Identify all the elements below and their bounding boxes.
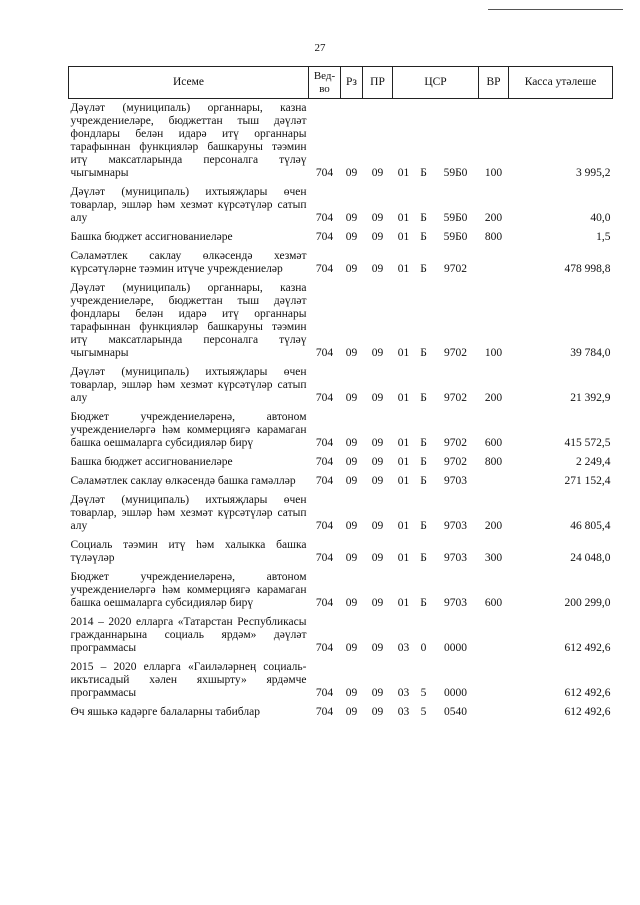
row-amount: 612 492,6 bbox=[564, 706, 611, 718]
table-body bbox=[69, 99, 613, 723]
table-row bbox=[69, 99, 613, 184]
row-csr-3: 9702 bbox=[444, 347, 467, 359]
row-vr: 600 bbox=[484, 437, 503, 449]
row-rz: 09 bbox=[345, 437, 358, 449]
row-rz: 09 bbox=[345, 706, 358, 718]
row-name: Бюджет учреждениеләренә, автоном учреждениеләргә һәм коммерциягә карамаган башка оешмаларга субсидияләр бирү bbox=[70, 411, 307, 449]
row-csr-1: 03 bbox=[397, 687, 410, 699]
row-csr-3: 0000 bbox=[444, 642, 467, 654]
row-rz: 09 bbox=[345, 263, 358, 275]
row-amount: 24 048,0 bbox=[570, 552, 611, 564]
header-ved: Вед-во bbox=[309, 67, 341, 99]
row-amount: 200 299,0 bbox=[564, 597, 611, 609]
row-ved: 704 bbox=[315, 687, 334, 699]
row-pr: 09 bbox=[371, 520, 384, 532]
row-ved: 704 bbox=[315, 456, 334, 468]
row-amount: 39 784,0 bbox=[570, 347, 611, 359]
row-amount: 1,5 bbox=[596, 231, 611, 243]
row-csr-1: 01 bbox=[397, 212, 410, 224]
row-amount: 271 152,4 bbox=[564, 475, 611, 487]
row-csr-3: 59Б0 bbox=[443, 212, 468, 224]
row-vr: 800 bbox=[484, 231, 503, 243]
row-csr-2: Б bbox=[420, 392, 427, 404]
row-name: Дәүләт (муниципаль) органнары, казна учреждениеләре, бюджеттан тыш дәүләт фондлары белән идарә итү органнары тарафыннан функцияләр башкаруны тәэмин итү максатларында персоналга түләү чыгымнары bbox=[70, 282, 307, 359]
row-name: Өч яшькә кадәрге балаларны табиблар bbox=[70, 706, 260, 718]
row-name: Бюджет учреждениеләренә, автоном учреждениеләргә һәм коммерциягә карамаган башка оешмаларга субсидияләр бирү bbox=[70, 571, 307, 609]
table-row bbox=[69, 363, 613, 408]
row-rz: 09 bbox=[345, 520, 358, 532]
row-pr: 09 bbox=[371, 597, 384, 609]
row-pr: 09 bbox=[371, 347, 384, 359]
row-pr: 09 bbox=[371, 475, 384, 487]
row-csr-3: 59Б0 bbox=[443, 231, 468, 243]
row-name: Башка бюджет ассигнованиеләре bbox=[70, 231, 233, 243]
row-vr bbox=[479, 658, 509, 703]
row-pr: 09 bbox=[371, 687, 384, 699]
table-row bbox=[69, 658, 613, 703]
row-csr-1: 03 bbox=[397, 642, 410, 654]
row-name: 2014 – 2020 елларга «Татарстан Республикасы гражданнарына социаль ярдәм» дәүләт программасы bbox=[70, 616, 307, 654]
row-csr-3: 0540 bbox=[444, 706, 467, 718]
row-csr-1: 03 bbox=[397, 706, 410, 718]
table-row bbox=[69, 613, 613, 658]
row-rz: 09 bbox=[345, 392, 358, 404]
row-pr: 09 bbox=[371, 392, 384, 404]
row-amount: 2 249,4 bbox=[576, 456, 611, 468]
row-pr: 09 bbox=[371, 552, 384, 564]
row-vr: 800 bbox=[484, 456, 503, 468]
row-ved: 704 bbox=[315, 231, 334, 243]
row-ved: 704 bbox=[315, 347, 334, 359]
row-pr: 09 bbox=[371, 212, 384, 224]
row-csr-2: Б bbox=[420, 347, 427, 359]
row-csr-3: 9703 bbox=[444, 475, 467, 487]
row-ved: 704 bbox=[315, 263, 334, 275]
row-csr-1: 01 bbox=[397, 392, 410, 404]
row-vr: 200 bbox=[484, 520, 503, 532]
row-vr bbox=[479, 703, 509, 722]
row-name: Дәүләт (муниципаль) органнары, казна учреждениеләре, бюджеттан тыш дәүләт фондлары белән идарә итү органнары тарафыннан функцияләр башкаруны тәэмин итү максатларында персоналга түләү чыгымнары bbox=[70, 102, 307, 179]
row-csr-1: 01 bbox=[397, 347, 410, 359]
row-rz: 09 bbox=[345, 212, 358, 224]
row-csr-2: Б bbox=[420, 456, 427, 468]
row-csr-3: 9703 bbox=[444, 597, 467, 609]
row-rz: 09 bbox=[345, 167, 358, 179]
row-pr: 09 bbox=[371, 456, 384, 468]
row-csr-2: 5 bbox=[420, 706, 427, 718]
row-pr: 09 bbox=[371, 706, 384, 718]
row-rz: 09 bbox=[345, 475, 358, 487]
row-amount: 612 492,6 bbox=[564, 642, 611, 654]
row-csr-2: 0 bbox=[420, 642, 427, 654]
row-csr-1: 01 bbox=[397, 263, 410, 275]
row-ved: 704 bbox=[315, 392, 334, 404]
table-row bbox=[69, 408, 613, 453]
row-rz: 09 bbox=[345, 642, 358, 654]
table-row bbox=[69, 228, 613, 247]
row-csr-3: 59Б0 bbox=[443, 167, 468, 179]
table-row bbox=[69, 472, 613, 491]
table-row bbox=[69, 453, 613, 472]
row-pr: 09 bbox=[371, 642, 384, 654]
row-csr-3: 9702 bbox=[444, 392, 467, 404]
row-name: Дәүләт (муниципаль) ихтыяҗлары өчен товарлар, эшләр һәм хезмәт күрсәтүләр сатып алу bbox=[70, 186, 307, 224]
row-ved: 704 bbox=[315, 642, 334, 654]
table-row bbox=[69, 491, 613, 536]
row-amount: 478 998,8 bbox=[564, 263, 611, 275]
table-header bbox=[69, 67, 613, 99]
row-csr-2: Б bbox=[420, 167, 427, 179]
row-csr-1: 01 bbox=[397, 597, 410, 609]
row-ved: 704 bbox=[315, 706, 334, 718]
row-csr-2: Б bbox=[420, 552, 427, 564]
header-rz: Рз bbox=[341, 67, 363, 99]
row-name: Социаль тәэмин итү һәм халыкка башка түләүләр bbox=[70, 539, 307, 564]
row-name: Башка бюджет ассигнованиеләре bbox=[70, 456, 233, 468]
row-pr: 09 bbox=[371, 231, 384, 243]
row-csr-2: Б bbox=[420, 520, 427, 532]
row-csr-1: 01 bbox=[397, 167, 410, 179]
header-pr: ПР bbox=[363, 67, 393, 99]
row-name: Дәүләт (муниципаль) ихтыяҗлары өчен товарлар, эшләр һәм хезмәт күрсәтүләр сатып алу bbox=[70, 366, 307, 404]
row-csr-2: Б bbox=[420, 263, 427, 275]
row-pr: 09 bbox=[371, 263, 384, 275]
row-name: Дәүләт (муниципаль) ихтыяҗлары өчен товарлар, эшләр һәм хезмәт күрсәтүләр сатып алу bbox=[70, 494, 307, 532]
row-csr-1: 01 bbox=[397, 475, 410, 487]
table-row bbox=[69, 247, 613, 279]
header-vr: ВР bbox=[479, 67, 509, 99]
row-vr: 300 bbox=[484, 552, 503, 564]
row-pr: 09 bbox=[371, 167, 384, 179]
row-csr-2: Б bbox=[420, 212, 427, 224]
row-amount: 21 392,9 bbox=[570, 392, 611, 404]
row-amount: 3 995,2 bbox=[576, 167, 611, 179]
row-csr-2: Б bbox=[420, 597, 427, 609]
row-csr-1: 01 bbox=[397, 520, 410, 532]
row-vr: 100 bbox=[484, 167, 503, 179]
row-ved: 704 bbox=[315, 167, 334, 179]
table-row bbox=[69, 703, 613, 722]
row-rz: 09 bbox=[345, 347, 358, 359]
row-csr-2: Б bbox=[420, 437, 427, 449]
row-vr bbox=[479, 247, 509, 279]
row-vr: 600 bbox=[484, 597, 503, 609]
row-ved: 704 bbox=[315, 475, 334, 487]
row-name: Сәламәтлек саклау өлкәсендә башка гамәлләр bbox=[70, 475, 296, 487]
top-rule bbox=[488, 9, 623, 10]
row-ved: 704 bbox=[315, 552, 334, 564]
row-csr-1: 01 bbox=[397, 552, 410, 564]
table-row bbox=[69, 536, 613, 568]
row-amount: 46 805,4 bbox=[570, 520, 611, 532]
row-rz: 09 bbox=[345, 687, 358, 699]
row-csr-2: Б bbox=[420, 231, 427, 243]
row-rz: 09 bbox=[345, 456, 358, 468]
budget-table bbox=[68, 66, 613, 722]
page-number: 27 bbox=[314, 42, 326, 54]
row-amount: 40,0 bbox=[590, 212, 611, 224]
row-ved: 704 bbox=[315, 212, 334, 224]
row-csr-3: 9702 bbox=[444, 263, 467, 275]
row-rz: 09 bbox=[345, 597, 358, 609]
row-vr bbox=[479, 613, 509, 658]
row-name: 2015 – 2020 елларга «Гаиләләрнең социаль-икътисадый хәлен яхшырту» ярдәмче программасы bbox=[70, 661, 307, 699]
row-csr-2: 5 bbox=[420, 687, 427, 699]
row-pr: 09 bbox=[371, 437, 384, 449]
table-row bbox=[69, 279, 613, 363]
row-amount: 612 492,6 bbox=[564, 687, 611, 699]
row-vr: 200 bbox=[484, 212, 503, 224]
row-amount: 415 572,5 bbox=[564, 437, 611, 449]
row-name: Сәламәтлек саклау өлкәсендә хезмәт күрсәтүләрне тәэмин итүче учреждениеләр bbox=[70, 250, 307, 275]
header-kassa: Касса утәлеше bbox=[509, 67, 613, 99]
row-vr bbox=[479, 472, 509, 491]
row-ved: 704 bbox=[315, 597, 334, 609]
table-row bbox=[69, 568, 613, 613]
header-name: Исеме bbox=[69, 67, 309, 99]
row-csr-1: 01 bbox=[397, 456, 410, 468]
row-csr-1: 01 bbox=[397, 231, 410, 243]
row-ved: 704 bbox=[315, 520, 334, 532]
row-rz: 09 bbox=[345, 231, 358, 243]
row-csr-2: Б bbox=[420, 475, 427, 487]
table-row bbox=[69, 183, 613, 228]
row-vr: 100 bbox=[484, 347, 503, 359]
header-csr: ЦСР bbox=[393, 67, 479, 99]
row-csr-3: 9702 bbox=[444, 456, 467, 468]
row-rz: 09 bbox=[345, 552, 358, 564]
row-csr-1: 01 bbox=[397, 437, 410, 449]
row-vr: 200 bbox=[484, 392, 503, 404]
row-csr-3: 9703 bbox=[444, 552, 467, 564]
row-csr-3: 0000 bbox=[444, 687, 467, 699]
row-csr-3: 9702 bbox=[444, 437, 467, 449]
row-ved: 704 bbox=[315, 437, 334, 449]
row-csr-3: 9703 bbox=[444, 520, 467, 532]
